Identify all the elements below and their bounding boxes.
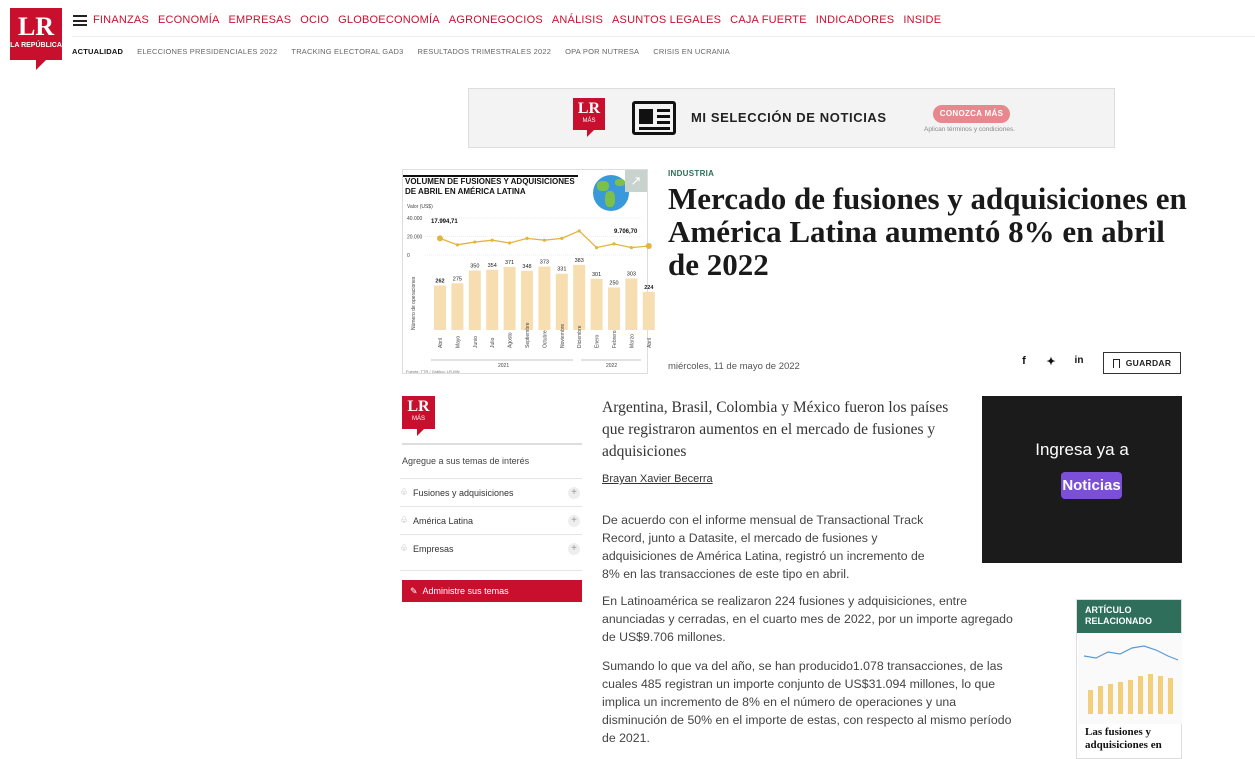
line-point bbox=[612, 242, 615, 245]
logo-subtitle: LA REPÚBLICA bbox=[10, 42, 62, 49]
bar bbox=[591, 279, 603, 330]
subnav-actualidad[interactable]: ACTUALIDAD bbox=[72, 47, 124, 56]
ad-text: Ingresa ya a bbox=[1035, 440, 1129, 459]
line-tick-label: 0 bbox=[407, 253, 410, 259]
ad-brand-badge: Noticias bbox=[1061, 472, 1122, 499]
related-title: Las fusiones y adquisiciones en bbox=[1085, 726, 1162, 751]
article-paragraph bbox=[602, 511, 925, 583]
bar bbox=[486, 270, 498, 330]
newspaper-icon bbox=[632, 101, 676, 135]
chart-title: VOLUMEN DE FUSIONES Y ADQUISICIONES DE ABRIL EN AMÉRICA LATINA bbox=[403, 175, 578, 197]
bar bbox=[608, 288, 620, 331]
bar-value-label: 224 bbox=[644, 284, 654, 291]
bar-value-label: 331 bbox=[557, 266, 567, 273]
x-tick-label: Enero bbox=[594, 334, 601, 348]
line-point bbox=[578, 229, 581, 232]
line-point bbox=[646, 243, 652, 249]
save-button[interactable] bbox=[1103, 352, 1181, 374]
article-chart-image[interactable] bbox=[402, 169, 654, 374]
paragraph-line: implica un incremento de 8% en el número de operaciones y una bbox=[602, 695, 957, 709]
tag-icon: ♧ bbox=[400, 515, 409, 525]
paragraph-line: adquisiciones de América Latina, registró un incremento de bbox=[602, 549, 925, 563]
add-icon[interactable]: + bbox=[568, 515, 580, 527]
tag-icon: ♧ bbox=[400, 543, 409, 553]
bar bbox=[521, 271, 533, 330]
bookmark-icon bbox=[1113, 359, 1120, 368]
add-icon[interactable]: + bbox=[568, 543, 580, 555]
y-axis-label: Número de operaciones bbox=[411, 276, 417, 330]
paragraph-line: Record, junto a Datasite, el mercado de fusiones y bbox=[602, 531, 878, 545]
line-point bbox=[491, 239, 494, 242]
bar-value-label: 371 bbox=[505, 259, 515, 266]
nav-finanzas[interactable]: FINANZAS bbox=[93, 14, 149, 26]
article-category[interactable]: INDUSTRIA bbox=[668, 169, 715, 178]
line-label: Valor (US$) bbox=[407, 204, 433, 210]
menu-icon[interactable] bbox=[73, 15, 87, 26]
subnav-ucrania[interactable]: CRISIS EN UCRANIA bbox=[653, 47, 730, 56]
line-point bbox=[595, 246, 598, 249]
paragraph-line: de US$9.706 millones. bbox=[602, 630, 726, 644]
banner-title: MI SELECCIÓN DE NOTICIAS bbox=[691, 110, 887, 125]
nav-ocio[interactable]: OCIO bbox=[300, 14, 330, 26]
bar bbox=[625, 278, 637, 330]
line-point bbox=[508, 241, 511, 244]
bar bbox=[451, 283, 463, 330]
paragraph-line: de 2021. bbox=[602, 731, 650, 745]
bar-value-label: 262 bbox=[435, 278, 445, 285]
facebook-icon[interactable]: f bbox=[1022, 355, 1026, 367]
line-tick-label: 20.000 bbox=[407, 234, 423, 241]
paragraph-line: cuales 485 registran un importe conjunto de US$31.094 millones, lo que bbox=[602, 677, 996, 691]
related-heading: ARTÍCULO RELACIONADO bbox=[1077, 600, 1181, 633]
bar bbox=[643, 292, 655, 330]
year-label: 2022 bbox=[606, 363, 618, 369]
banner-logo bbox=[573, 98, 605, 130]
nav-indicadores[interactable]: INDICADORES bbox=[815, 14, 895, 26]
bar-value-label: 354 bbox=[487, 262, 497, 269]
paragraph-line: anunciadas y cerradas, en el cuarto mes de 2022, por un importe agregado bbox=[602, 612, 1013, 626]
bar-value-label: 373 bbox=[539, 259, 549, 266]
x-tick-label: Febrero bbox=[612, 330, 618, 348]
sidebar-divider bbox=[402, 443, 582, 445]
sidebar-divider bbox=[400, 570, 582, 571]
nav-analisis[interactable]: ANÁLISIS bbox=[551, 14, 603, 26]
expand-icon[interactable]: ↗ bbox=[625, 170, 647, 192]
promo-banner[interactable] bbox=[468, 88, 1115, 148]
add-icon[interactable]: + bbox=[568, 487, 580, 499]
x-tick-label: Mayo bbox=[455, 335, 462, 348]
line-point bbox=[437, 235, 443, 241]
x-tick-label: Julio bbox=[490, 337, 497, 348]
topic-item[interactable] bbox=[400, 534, 582, 562]
line-data-label: 17.994,71 bbox=[431, 219, 458, 225]
related-thumbnail bbox=[1078, 634, 1182, 724]
bar-value-label: 348 bbox=[522, 263, 532, 270]
logo-tail bbox=[36, 60, 46, 70]
nav-economia[interactable]: ECONOMÍA bbox=[158, 14, 220, 26]
pencil-icon: ✎ bbox=[410, 585, 418, 596]
x-tick-label: Abril bbox=[646, 337, 653, 348]
related-article[interactable] bbox=[1076, 599, 1182, 759]
author-link[interactable]: Brayan Xavier Becerra bbox=[602, 473, 713, 485]
main-nav bbox=[93, 14, 941, 26]
conozca-mas-button[interactable]: CONOZCA MÁS bbox=[933, 105, 1010, 123]
bar bbox=[538, 267, 550, 330]
tag-icon: ♧ bbox=[400, 487, 409, 497]
year-label: 2021 bbox=[498, 363, 510, 369]
sidebar-logo-text: LR bbox=[407, 398, 430, 415]
banner-terms: Aplican términos y condiciones. bbox=[924, 126, 1016, 133]
bar-value-label: 383 bbox=[574, 257, 584, 264]
x-tick-label: Diciembre bbox=[577, 325, 584, 348]
sidebar-logo-sub: MÁS bbox=[411, 416, 425, 422]
bar-value-label: 275 bbox=[452, 276, 462, 283]
article-date: miércoles, 11 de mayo de 2022 bbox=[668, 361, 800, 372]
line-point bbox=[560, 237, 563, 240]
topic-item[interactable] bbox=[400, 478, 582, 506]
paragraph-line: De acuerdo con el informe mensual de Transactional Track bbox=[602, 513, 924, 527]
paragraph-line: En Latinoamérica se realizaron 224 fusiones y adquisiciones, entre bbox=[602, 594, 968, 608]
nav-caja-fuerte[interactable]: CAJA FUERTE bbox=[730, 14, 807, 26]
x-tick-label: Septiembre bbox=[525, 322, 531, 348]
paragraph-line: Sumando lo que va del año, se han producido1.078 transacciones, de las bbox=[602, 659, 1003, 673]
admin-topics-button[interactable] bbox=[402, 580, 582, 602]
chart-source: Fuente: TTR / Gráfico: LR-MN bbox=[406, 369, 460, 374]
bar-value-label: 350 bbox=[470, 263, 480, 270]
article-paragraph bbox=[602, 592, 1013, 646]
bar bbox=[434, 285, 446, 330]
line-point bbox=[525, 237, 528, 240]
twitter-icon[interactable]: ✦ bbox=[1046, 356, 1056, 368]
x-tick-label: Agosto bbox=[507, 332, 514, 348]
paragraph-line: disminución de 50% en el importe de estas, con respecto al mismo período bbox=[602, 713, 1012, 727]
linkedin-icon[interactable]: in bbox=[1074, 355, 1084, 366]
logo-text: LR bbox=[17, 12, 55, 41]
x-tick-label: Junio bbox=[472, 336, 479, 348]
bar-value-label: 303 bbox=[626, 271, 636, 278]
topics-label: Agregue a sus temas de interés bbox=[402, 456, 530, 466]
subnav-tracking[interactable]: TRACKING ELECTORAL GAD3 bbox=[291, 47, 404, 56]
subnav-elecciones[interactable]: ELECCIONES PRESIDENCIALES 2022 bbox=[137, 47, 278, 56]
chart-plot bbox=[403, 170, 654, 375]
article-lead: Argentina, Brasil, Colombia y México fueron los países que registraron aumentos en el mercado de fusiones y adquisiciones bbox=[602, 399, 949, 460]
nav-agronegocios[interactable]: AGRONEGOCIOS bbox=[448, 14, 543, 26]
bar-value-label: 301 bbox=[592, 271, 602, 278]
ad-block[interactable] bbox=[982, 396, 1182, 563]
bar-value-label: 250 bbox=[609, 280, 619, 287]
x-tick-label: Noviembre bbox=[559, 323, 566, 348]
save-label: GUARDAR bbox=[1125, 358, 1172, 368]
bar bbox=[504, 267, 516, 330]
bar bbox=[469, 271, 481, 331]
sub-nav bbox=[72, 47, 730, 56]
admin-label: Administre sus temas bbox=[422, 586, 509, 596]
line-point bbox=[630, 246, 633, 249]
x-tick-label: Marzo bbox=[629, 334, 636, 348]
line-point bbox=[543, 239, 546, 242]
site-logo[interactable] bbox=[10, 8, 62, 60]
line-data-label: 9.706,70 bbox=[614, 229, 638, 235]
article-paragraph bbox=[602, 657, 1011, 747]
nav-inside[interactable]: INSIDE bbox=[903, 14, 942, 26]
topic-label: América Latina bbox=[413, 515, 474, 526]
line-point bbox=[456, 243, 459, 246]
x-tick-label: Octubre bbox=[542, 330, 549, 348]
topic-item[interactable] bbox=[400, 506, 582, 534]
subnav-resultados[interactable]: RESULTADOS TRIMESTRALES 2022 bbox=[417, 47, 552, 56]
line-point bbox=[473, 240, 476, 243]
subnav-opa[interactable]: OPA POR NUTRESA bbox=[565, 47, 640, 56]
header-divider bbox=[72, 36, 1255, 37]
line-tick-label: 40.000 bbox=[407, 216, 423, 222]
nav-globoeconomia[interactable]: GLOBOECONOMÍA bbox=[338, 14, 440, 26]
paragraph-line: 8% en las transacciones de este tipo en abril. bbox=[602, 567, 850, 581]
banner-logo-sub: MÁS bbox=[582, 118, 596, 124]
bar bbox=[556, 274, 568, 330]
article-headline: Mercado de fusiones y adquisiciones en América Latina aumentó 8% en abril de 2022 bbox=[668, 181, 1187, 282]
banner-logo-text: LR bbox=[577, 100, 601, 117]
nav-asuntos-legales[interactable]: ASUNTOS LEGALES bbox=[612, 14, 722, 26]
sidebar-logo bbox=[402, 396, 435, 429]
x-tick-label: Abril bbox=[438, 337, 444, 348]
topic-label: Empresas bbox=[413, 543, 454, 554]
topic-label: Fusiones y adquisiciones bbox=[413, 487, 514, 498]
bar bbox=[573, 265, 585, 330]
nav-empresas[interactable]: EMPRESAS bbox=[228, 14, 292, 26]
